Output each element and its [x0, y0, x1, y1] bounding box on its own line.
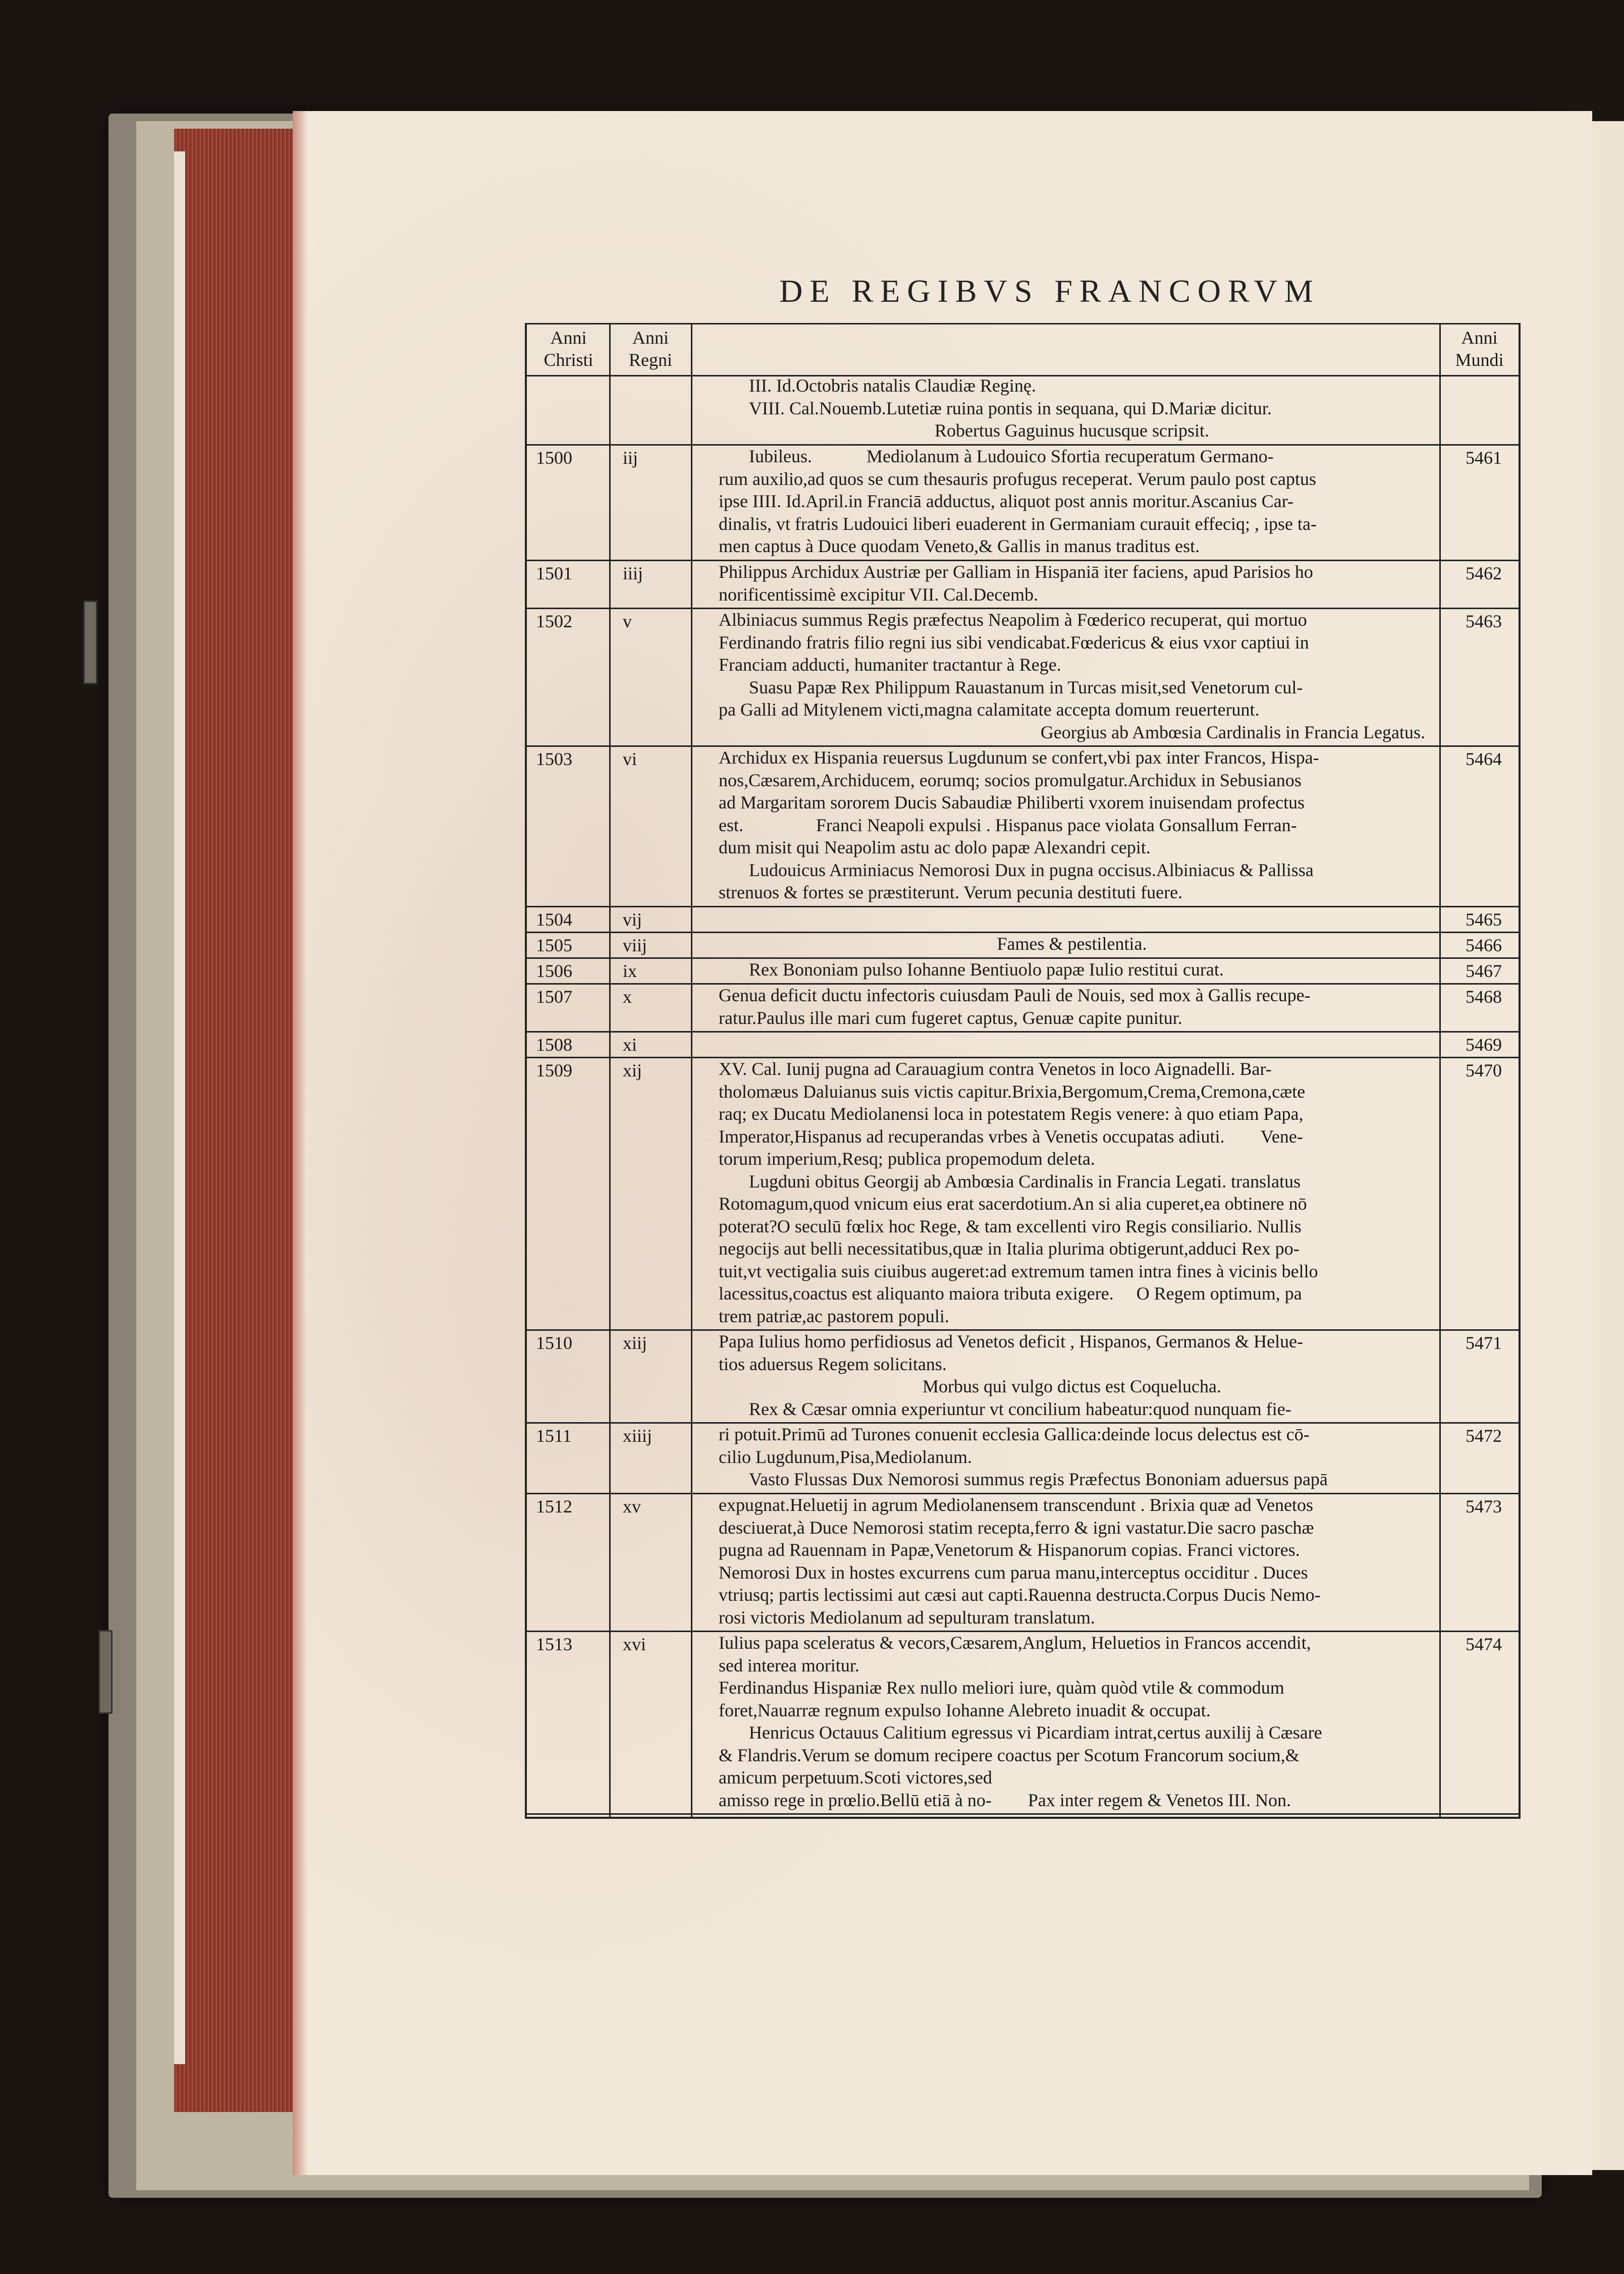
entry-line: Ferdinando fratris filio regni ius sibi vendicabat.Fœdericus & eius vxor captiui in	[719, 632, 1309, 653]
entry-line: Genua deficit ductu infectoris cuiusdam Pauli de Nouis, sed mox à Gallis recupe-	[719, 985, 1311, 1005]
entry-line: foret,Nauarræ regnum expulso Iohanne Alebreto inuadit & occupat.	[719, 1700, 1211, 1720]
table-row	[527, 444, 1519, 561]
anni-christi-cell: 1511	[536, 1426, 572, 1446]
header-anni-christi: Anni Christi	[544, 328, 593, 370]
table-row	[527, 1329, 1519, 1424]
entry-line: Imperator,Hispanus ad recuperandas vrbes à Venetis occupatas adiuti. Vene-	[719, 1126, 1303, 1147]
entry-line: Fames & pestilentia.	[997, 934, 1147, 954]
entry-line: Lugduni obitus Georgij ab Ambœsia Cardinalis in Francia Legati. translatus	[749, 1171, 1301, 1192]
table-row	[527, 745, 1519, 907]
entry-line: ri potuit.Primū ad Turones conuenit ecclesia Gallica:deinde locus delectus est cō-	[719, 1424, 1310, 1444]
entry-text	[719, 609, 1425, 743]
entry-line: trem patriæ,ac pastorem populi.	[719, 1306, 949, 1326]
entry-text	[719, 746, 1425, 904]
entry-line: Georgius ab Ambœsia Cardinalis in Francia Legatus.	[1040, 722, 1425, 742]
anni-regni-cell: iij	[623, 448, 638, 468]
entry-text	[719, 374, 1425, 442]
entry-line: dum misit qui Neapolim astu ac dolo papæ Alexandri cepit.	[719, 837, 1151, 857]
table-row	[527, 957, 1519, 985]
anni-christi-cell: 1512	[536, 1496, 572, 1517]
entry-line: strenuos & fortes se præstiterunt. Verum pecunia destituti fuere.	[719, 882, 1183, 902]
entry-line: Ludouicus Arminiacus Nemorosi Dux in pugna occisus.Albiniacus & Pallissa	[749, 859, 1314, 880]
table-row	[527, 1422, 1519, 1494]
table-row	[527, 983, 1519, 1033]
clasp-lower	[98, 1630, 113, 1714]
anni-mundi-cell: 5462	[1466, 563, 1502, 583]
entry-line: negocijs aut belli necessitatibus,quæ in Italia plurima obtigerunt,adduci Rex po-	[719, 1238, 1300, 1259]
entry-text	[719, 1423, 1425, 1491]
entry-line: vtriusq; partis lectissimi aut cæsi aut capti.Rauenna destructa.Corpus Ducis Nemo-	[719, 1585, 1321, 1605]
anni-mundi-cell: 5465	[1466, 909, 1502, 930]
entry-line: amicum perpetuum.Scoti victores,sed	[719, 1767, 992, 1788]
entry-line: est. Franci Neapoli expulsi . Hispanus pace violata Gonsallum Ferran-	[719, 815, 1297, 835]
anni-christi-cell: 1502	[536, 611, 572, 631]
facing-page-edge	[1592, 121, 1624, 2170]
entry-line: tholomæus Daluianus suis victis capitur.Brixia,Bergomum,Crema,Cremona,cæte	[719, 1081, 1306, 1102]
entry-line: Henricus Octauus Calitium egressus vi Picardiam intrat,certus auxilij à Cæsare	[749, 1722, 1322, 1743]
table-row	[527, 906, 1519, 933]
entry-line: rosi victoris Mediolanum ad sepulturam translatum.	[719, 1607, 1095, 1628]
anni-christi-cell: 1507	[536, 987, 572, 1007]
entry-line: Rotomagum,quod vnicum eius erat sacerdotium.An si alia cuperet,ea obtinere nō	[719, 1194, 1307, 1214]
header-anni-mundi: Anni Mundi	[1455, 328, 1504, 370]
entry-line: Vasto Flussas Dux Nemorosi summus regis Præfectus Bononiam aduersus papā	[749, 1469, 1328, 1489]
anni-mundi-cell: 5463	[1466, 611, 1502, 631]
table-header	[527, 323, 1519, 376]
entry-line: pugna ad Rauennam in Papæ,Venetorum & Hispanorum copias. Franci victores.	[719, 1540, 1300, 1560]
table-row	[527, 560, 1519, 609]
anni-christi-cell: 1509	[536, 1060, 572, 1080]
entry-line: Morbus qui vulgo dictus est Coquelucha.	[923, 1376, 1221, 1396]
entry-text	[719, 1330, 1425, 1420]
entry-text	[719, 933, 1425, 955]
entry-text	[719, 984, 1425, 1029]
anni-christi-cell: 1500	[536, 448, 572, 468]
entry-line: Albiniacus summus Regis præfectus Neapolim à Fœderico recuperat, qui mortuo	[719, 610, 1307, 630]
entry-line: expugnat.Heluetij in agrum Mediolanensem transcendunt . Brixia quæ ad Venetos	[719, 1495, 1314, 1515]
entry-line: ad Margaritam sororem Ducis Sabaudiæ Philiberti vxorem inuisendam profectus	[719, 792, 1305, 813]
entry-line: Iulius papa sceleratus & vecors,Cæsarem,Anglum, Heluetios in Francos accendit,	[719, 1633, 1311, 1653]
entry-line: poterat?O seculū fœlix hoc Rege, & tam excellenti viro Regis consiliario. Nullis	[719, 1216, 1302, 1236]
page-edge-strip	[174, 151, 185, 2064]
anni-christi-cell: 1505	[536, 935, 572, 955]
entry-text	[719, 1632, 1425, 1811]
table-row	[527, 1031, 1519, 1058]
table-row	[527, 373, 1519, 446]
entry-line: dinalis, vt fratris Ludouici liberi euaderent in Germaniam curauit effeciq; , ipse ta-	[719, 513, 1317, 534]
entry-line: sed interea moritur.	[719, 1655, 859, 1675]
column-rule-regni	[691, 323, 692, 1817]
entry-line: XV. Cal. Iunij pugna ad Carauagium contra Venetos in loco Aignadelli. Bar-	[719, 1059, 1272, 1079]
entry-line: ratur.Paulus ille mari cum fugeret captus, Genuæ capite punitur.	[719, 1007, 1182, 1028]
anni-regni-cell: xi	[623, 1035, 637, 1055]
running-head: DE REGIBVS FRANCORVM	[779, 273, 1320, 309]
anni-mundi-cell: 5470	[1466, 1060, 1502, 1080]
entry-text	[719, 1058, 1425, 1327]
entry-line: ipse IIII. Id.April.in Franciā adductus, aliquot post annis moritur.Ascanius Car-	[719, 491, 1294, 511]
anni-mundi-cell: 5469	[1466, 1035, 1502, 1055]
header-anni-regni: Anni Regni	[629, 328, 672, 370]
anni-mundi-cell: 5468	[1466, 987, 1502, 1007]
column-rule-christi	[609, 323, 611, 1817]
anni-mundi-cell: 5474	[1466, 1634, 1502, 1654]
anni-mundi-cell: 5464	[1466, 749, 1502, 769]
anni-mundi-cell: 5461	[1466, 448, 1502, 468]
anni-mundi-cell: 5467	[1466, 961, 1502, 981]
entry-line: tios aduersus Regem solicitans.	[719, 1353, 947, 1374]
anni-mundi-cell: 5473	[1466, 1496, 1502, 1517]
table-row	[527, 1631, 1519, 1815]
entry-text	[719, 445, 1425, 558]
entry-line: & Flandris.Verum se domum recipere coactus per Scotum Francorum socium,&	[719, 1745, 1300, 1765]
anni-mundi-cell: 5472	[1466, 1426, 1502, 1446]
anni-regni-cell: xij	[623, 1060, 642, 1080]
entry-line: nos,Cæsarem,Archiducem, eorumq; socios promulgatur.Archidux in Sebusianos	[719, 770, 1302, 790]
anni-christi-cell: 1503	[536, 749, 572, 769]
table-row	[527, 608, 1519, 747]
entry-line: pa Galli ad Mitylenem victi,magna calamitate accepta domum reuerterunt.	[719, 699, 1260, 720]
anni-regni-cell: xv	[623, 1496, 641, 1517]
entry-line: Suasu Papæ Rex Philippum Rauastanum in Turcas misit,sed Venetorum cul-	[749, 677, 1303, 697]
anni-regni-cell: viij	[623, 935, 647, 955]
anni-regni-cell: iiij	[623, 563, 643, 583]
clasp-upper	[83, 601, 97, 684]
table-row	[527, 932, 1519, 959]
anni-christi-cell: 1501	[536, 563, 572, 583]
entry-line: tuit,vt vectigalia suis ciuibus augeret:ad extremum tamen intra fines à vicinis bello	[719, 1261, 1318, 1281]
anni-regni-cell: v	[623, 611, 632, 631]
entry-line: Ferdinandus Hispaniæ Rex nullo meliori iure, quàm quòd vtile & commodum	[719, 1677, 1284, 1698]
entry-text	[719, 1494, 1425, 1629]
entry-line: amisso rege in prœlio.Bellū etiā à no- Pax inter regem & Venetos III. Non.	[719, 1790, 1291, 1810]
anni-regni-cell: x	[623, 987, 632, 1007]
page-fore-edge	[174, 129, 295, 2112]
entry-line: Franciam adducti, humaniter tractantur à Rege.	[719, 655, 1061, 675]
entry-line: cilio Lugdunum,Pisa,Mediolanum.	[719, 1446, 972, 1467]
anni-christi-cell: 1506	[536, 961, 572, 981]
anni-christi-cell: 1513	[536, 1634, 572, 1654]
anni-regni-cell: vi	[623, 749, 637, 769]
entry-line: Philippus Archidux Austriæ per Galliam in Hispaniā iter faciens, apud Parisios ho	[719, 562, 1313, 582]
table-row	[527, 1057, 1519, 1331]
entry-line: Rex Bononiam pulso Iohanne Bentiuolo papæ Iulio restitui curat.	[749, 959, 1224, 980]
anni-regni-cell: ix	[623, 961, 637, 981]
table-row	[527, 1493, 1519, 1632]
page-gutter-shade	[293, 111, 308, 2175]
entry-line: desciuerat,à Duce Nemorosi statim recepta,ferro & igni vastatur.Die sacro paschæ	[719, 1517, 1314, 1538]
anni-mundi-cell: 5466	[1466, 935, 1502, 955]
anni-christi-cell: 1510	[536, 1333, 572, 1353]
entry-line: Robertus Gaguinus hucusque scripsit.	[935, 420, 1209, 441]
anni-mundi-cell: 5471	[1466, 1333, 1502, 1353]
entry-line: Nemorosi Dux in hostes excurrens cum parua manu,interceptus occiditur . Duces	[719, 1562, 1308, 1583]
chronology-table	[525, 323, 1521, 1819]
entry-line: raq; ex Ducatu Mediolanensi loca in potestatem Regis venere: à quo etiam Papa,	[719, 1104, 1304, 1124]
anni-christi-cell: 1508	[536, 1035, 572, 1055]
entry-line: Archidux ex Hispania reuersus Lugdunum se confert,vbi pax inter Francos, Hispa-	[719, 747, 1319, 768]
anni-regni-cell: vij	[623, 909, 642, 930]
anni-regni-cell: xiij	[623, 1333, 647, 1353]
column-rule-mundi	[1439, 323, 1441, 1817]
entry-line: Rex & Cæsar omnia experiuntur vt concilium habeatur:quod nunquam fie-	[749, 1398, 1291, 1419]
entry-text	[719, 561, 1425, 606]
entry-line: lacessitus,coactus est aliquanto maiora tributa exigere. O Regem optimum, pa	[719, 1283, 1302, 1304]
entry-line: men captus à Duce quodam Veneto,& Gallis in manus traditus est.	[719, 536, 1200, 556]
entry-line: Papa Iulius homo perfidiosus ad Venetos deficit , Hispanos, Germanos & Helue-	[719, 1331, 1304, 1351]
entry-line: torum imperium,Resq; publica propemodum deleta.	[719, 1149, 1095, 1169]
entry-line: norificentissimè excipitur VII. Cal.Decemb.	[719, 584, 1039, 605]
anni-regni-cell: xiiij	[623, 1426, 653, 1446]
entry-text	[719, 958, 1425, 981]
entry-line: III. Id.Octobris natalis Claudiæ Reginę.	[749, 375, 1036, 396]
entry-line: VIII. Cal.Nouemb.Lutetiæ ruina pontis in sequana, qui D.Mariæ dicitur.	[749, 398, 1272, 418]
anni-regni-cell: xvi	[623, 1634, 646, 1654]
anni-christi-cell: 1504	[536, 909, 572, 930]
entry-line: rum auxilio,ad quos se cum thesauris profugus receperat. Verum paulo post captus	[719, 468, 1317, 489]
entry-line: Iubileus. Mediolanum à Ludouico Sfortia recuperatum Germano-	[749, 446, 1274, 466]
